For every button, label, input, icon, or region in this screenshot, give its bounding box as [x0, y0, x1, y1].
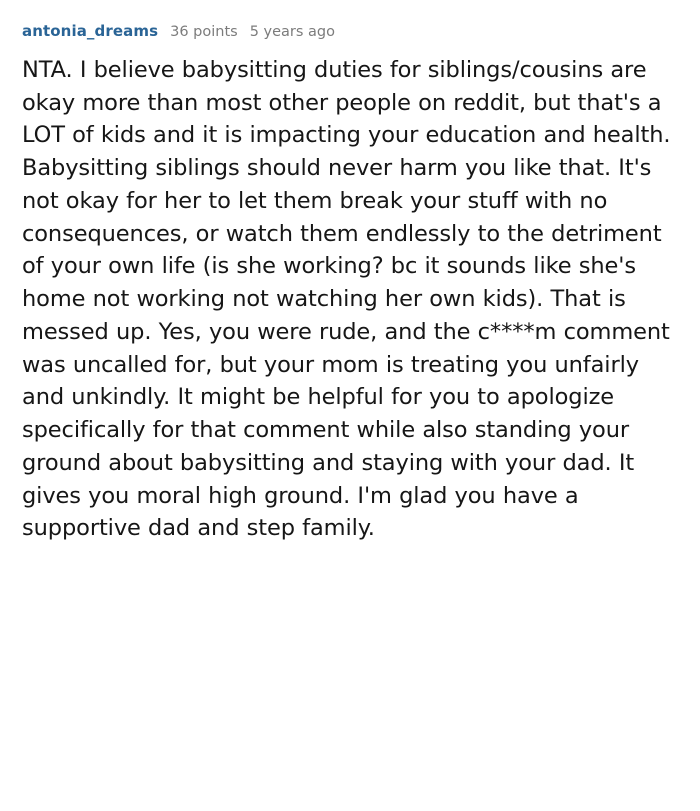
comment-score: 36 points: [170, 24, 238, 40]
comment-author-link[interactable]: antonia_dreams: [22, 22, 159, 40]
comment-timestamp: 5 years ago: [249, 24, 336, 40]
comment-body-text: NTA. I believe babysitting duties for siblings/cousins are okay more than most other people on reddit, but that's a LOT of kids and it is impacting your education and health. Babysitting siblings should never harm you like that. It's not okay for her to let them break your stuff with no consequences, or watch them endlessly to the detriment of your own life (is she working? bc it sounds like she's home not working not watching her own kids). That is messed up. Yes, you were rude, and the c****m comment was uncalled for, but your mom is treating you unfairly and unkindly. It might be helpful for you to apologize specifically for that comment while also standing your ground about babysitting and staying with your dad. It gives you moral high ground. I'm glad you have a supportive dad and step family.: [22, 57, 671, 542]
comment-meta: [22, 22, 678, 40]
